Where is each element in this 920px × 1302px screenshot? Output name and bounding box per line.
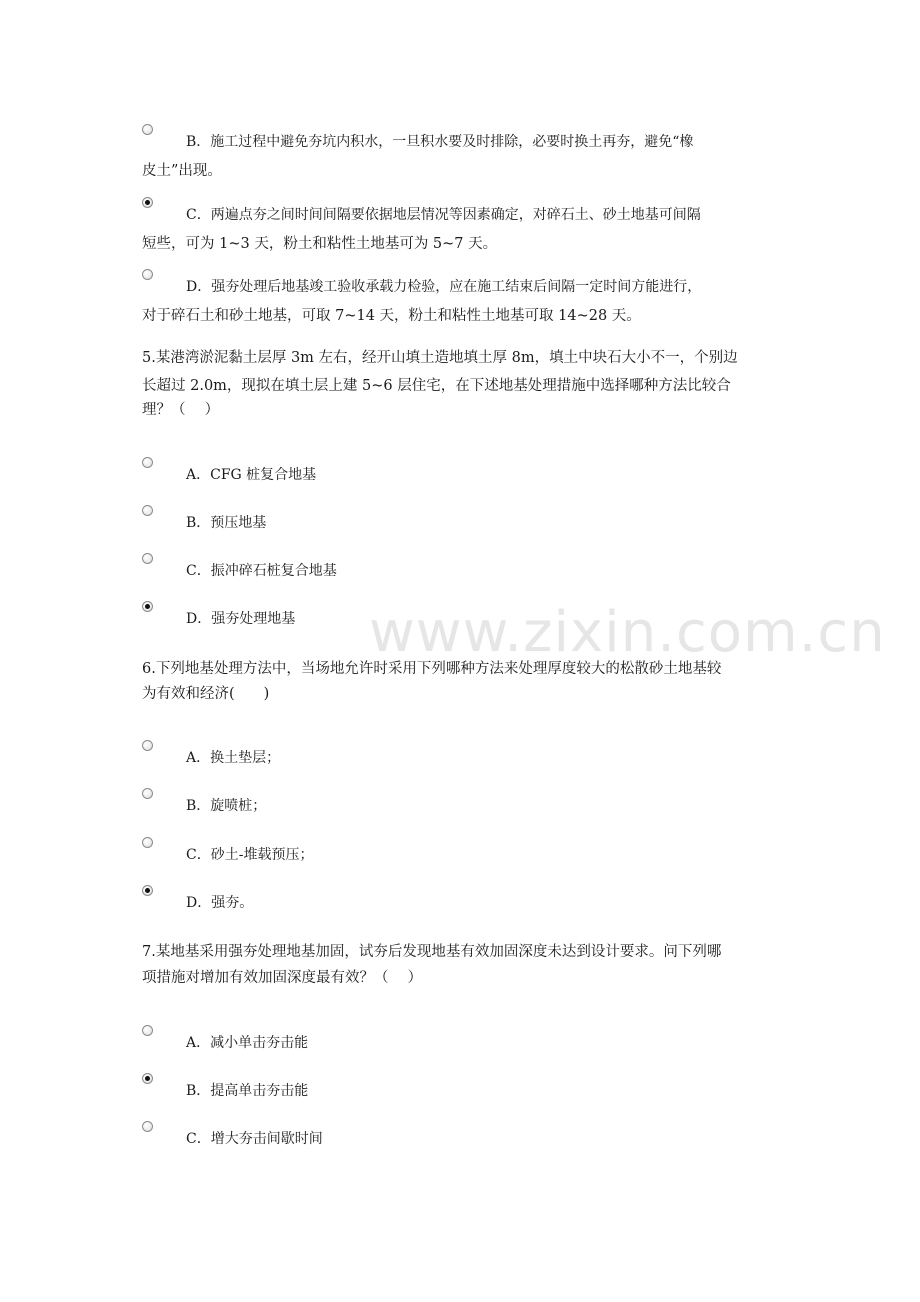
radio-unchecked-icon[interactable]	[142, 740, 153, 751]
option-text-continued: 短些，可为 1~3 天，粉土和粘性土地基可为 5~7 天。	[142, 236, 498, 252]
option-text: D．强夯。	[186, 895, 254, 911]
question-5-line-3: 理？（ ）	[142, 402, 220, 418]
option-text: A．CFG 桩复合地基	[186, 467, 317, 483]
radio-checked-icon[interactable]	[142, 197, 153, 208]
radio-unchecked-icon[interactable]	[142, 505, 153, 516]
radio-unchecked-icon[interactable]	[142, 269, 153, 280]
option-text: B．预压地基	[186, 515, 267, 531]
question-6-line-2: 为有效和经济( )	[142, 686, 270, 702]
option-text-continued: 皮土”出现。	[142, 163, 222, 179]
radio-unchecked-icon[interactable]	[142, 553, 153, 564]
option-text: D．强夯处理地基	[186, 611, 296, 627]
watermark: www.zixin.com.cn	[369, 600, 886, 665]
option-text: C．两遍点夯之间时间间隔要依据地层情况等因素确定，对碎石土、砂土地基可间隔	[186, 207, 701, 223]
option-text: A．换土垫层；	[186, 750, 281, 766]
option-text: C．砂土-堆载预压；	[186, 847, 314, 863]
radio-unchecked-icon[interactable]	[142, 1025, 153, 1036]
option-text: C．增大夯击间歇时间	[186, 1131, 323, 1147]
radio-unchecked-icon[interactable]	[142, 1121, 153, 1132]
option-text: B．提高单击夯击能	[186, 1083, 309, 1099]
option-text: B．旋喷桩；	[186, 798, 267, 814]
radio-checked-icon[interactable]	[142, 601, 153, 612]
option-text-continued: 对于碎石土和砂土地基，可取 7~14 天，粉土和粘性土地基可取 14~28 天。	[142, 308, 641, 324]
radio-checked-icon[interactable]	[142, 885, 153, 896]
question-5-line-2: 长超过 2.0m，现拟在填土层上建 5~6 层住宅，在下述地基处理措施中选择哪种方法比较合	[142, 378, 731, 394]
option-text: D．强夯处理后地基竣工验收承载力检验，应在施工结束后间隔一定时间方能进行，	[186, 279, 702, 295]
question-7-line-1: 7.某地基采用强夯处理地基加固，试夯后发现地基有效加固深度未达到设计要求。问下列哪	[142, 944, 722, 960]
radio-unchecked-icon[interactable]	[142, 124, 153, 135]
option-text: C．振冲碎石桩复合地基	[186, 563, 337, 579]
radio-unchecked-icon[interactable]	[142, 788, 153, 799]
option-text: B．施工过程中避免夯坑内积水，一旦积水要及时排除，必要时换土再夯，避免“橡	[186, 134, 694, 150]
question-5-line-1: 5.某港湾淤泥黏土层厚 3m 左右，经开山填土造地填土厚 8m，填土中块石大小不一，个别边	[142, 350, 738, 366]
radio-checked-icon[interactable]	[142, 1073, 153, 1084]
radio-unchecked-icon[interactable]	[142, 457, 153, 468]
question-7-line-2: 项措施对增加有效加固深度最有效？（ ）	[142, 970, 423, 986]
radio-unchecked-icon[interactable]	[142, 837, 153, 848]
option-text: A．减小单击夯击能	[186, 1035, 309, 1051]
question-6-line-1: 6.下列地基处理方法中，当场地允许时采用下列哪种方法来处理厚度较大的松散砂土地基较	[142, 661, 722, 677]
